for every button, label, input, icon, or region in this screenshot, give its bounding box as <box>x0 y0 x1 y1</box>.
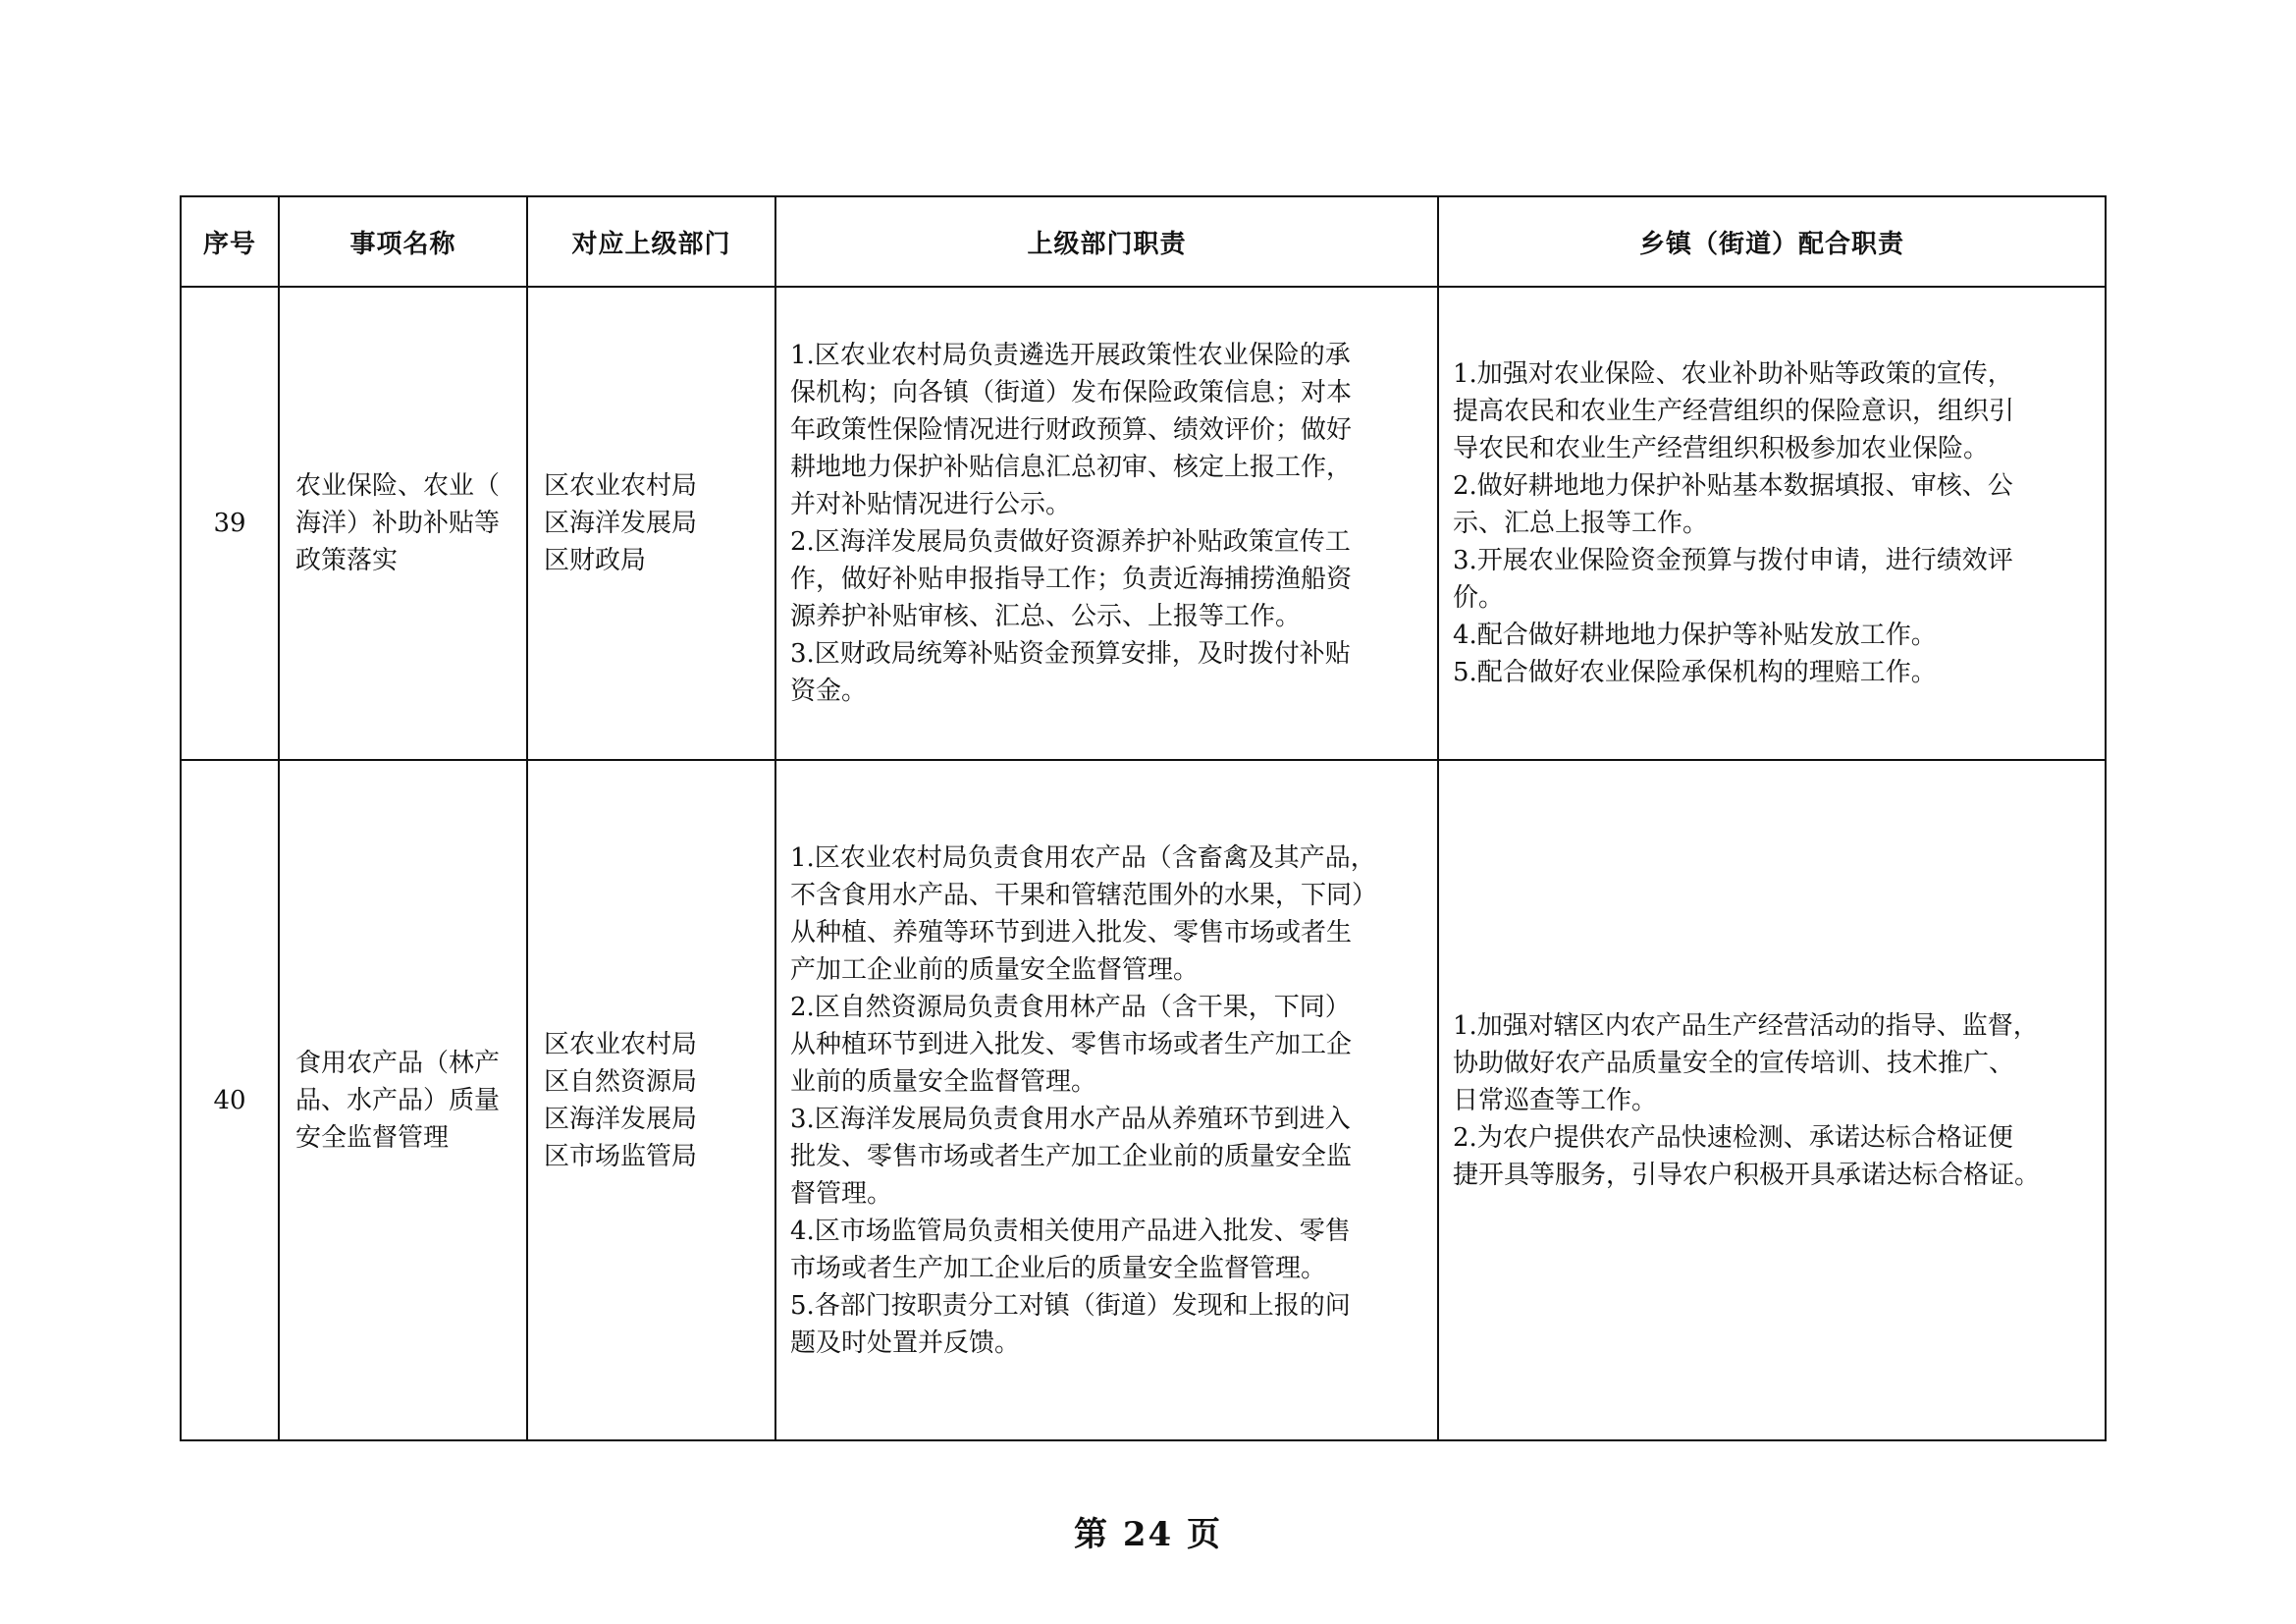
duty-line: 1.加强对农业保险、农业补助补贴等政策的宣传， <box>1453 359 2013 389</box>
duty-line: 2.区海洋发展局负责做好资源养护补贴政策宣传工 <box>790 527 1351 557</box>
duty-line: 产加工企业前的质量安全监督管理。 <box>790 954 1200 985</box>
department-name: 区市场监管局 <box>544 1141 698 1171</box>
duty-line: 3.开展农业保险资金预算与拨付申请，进行绩效评 <box>1453 546 2013 575</box>
department-name: 区农业农村局 <box>544 471 698 501</box>
header-town-duties: 乡镇（街道）配合职责 <box>1438 196 2106 287</box>
duty-line: 不含食用水产品、干果和管辖范围外的水果，下同） <box>790 880 1378 910</box>
duty-line: 题及时处置并反馈。 <box>790 1327 1021 1358</box>
duty-line: 日常巡查等工作。 <box>1453 1085 1658 1115</box>
duty-line: 作，做好补贴申报指导工作；负责近海捕捞渔船资 <box>790 565 1353 594</box>
duty-line: 源养护补贴审核、汇总、公示、上报等工作。 <box>790 602 1302 631</box>
duty-line: 年政策性保险情况进行财政预算、绩效评价；做好 <box>790 415 1353 445</box>
item-name-line: 政策落实 <box>295 546 399 575</box>
duty-line: 协助做好农产品质量安全的宣传培训、技术推广、 <box>1453 1048 2015 1078</box>
duty-line: 1.加强对辖区内农产品生产经营活动的指导、监督， <box>1453 1010 2039 1041</box>
header-upper-duties: 上级部门职责 <box>775 196 1438 287</box>
duty-line: 4.区市场监管局负责相关使用产品进入批发、零售 <box>790 1216 1351 1246</box>
header-item-name: 事项名称 <box>279 196 527 287</box>
duty-line: 耕地地力保护补贴信息汇总初审、核定上报工作， <box>790 453 1353 482</box>
item-name-line: 食用农产品（林产 <box>295 1048 501 1078</box>
duty-line: 督管理。 <box>790 1178 893 1209</box>
duty-line: 从种植环节到进入批发、零售市场或者生产加工企 <box>790 1029 1353 1059</box>
duty-line: 保机构；向各镇（街道）发布保险政策信息；对本 <box>790 378 1353 407</box>
duty-line: 市场或者生产加工企业后的质量安全监督管理。 <box>790 1253 1327 1283</box>
table-row <box>181 760 2106 1440</box>
item-name-line: 农业保险、农业（ <box>295 471 501 501</box>
duty-line: 3.区海洋发展局负责食用水产品从养殖环节到进入 <box>790 1104 1351 1134</box>
row-number: 39 <box>181 287 279 760</box>
department-name: 区财政局 <box>544 546 647 575</box>
duties-table <box>180 195 2107 1441</box>
department-name: 区海洋发展局 <box>544 509 698 538</box>
duty-line: 业前的质量安全监督管理。 <box>790 1066 1097 1097</box>
department-name: 区农业农村局 <box>544 1029 698 1059</box>
item-name-line: 品、水产品）质量 <box>295 1085 501 1115</box>
duty-line: 批发、零售市场或者生产加工企业前的质量安全监 <box>790 1141 1353 1171</box>
duty-line: 1.区农业农村局负责遴选开展政策性农业保险的承 <box>790 341 1351 370</box>
item-name-line: 安全监督管理 <box>295 1122 450 1153</box>
town-duties <box>1438 287 2106 760</box>
upper-duties <box>775 760 1438 1440</box>
table-header-row <box>181 196 2106 287</box>
duty-line: 捷开具等服务，引导农户积极开具承诺达标合格证。 <box>1453 1160 2041 1190</box>
department-name: 区海洋发展局 <box>544 1104 698 1134</box>
duty-line: 2.区自然资源局负责食用林产品（含干果，下同） <box>790 992 1351 1022</box>
duty-line: 提高农民和农业生产经营组织的保险意识，组织引 <box>1453 397 2015 426</box>
upper-departments <box>527 760 775 1440</box>
town-duties <box>1438 760 2106 1440</box>
header-upper-dept: 对应上级部门 <box>527 196 775 287</box>
page-number: 第 24 页 <box>1074 1515 1222 1554</box>
row-number: 40 <box>181 760 279 1440</box>
duty-line: 5.配合做好农业保险承保机构的理赔工作。 <box>1453 658 1937 687</box>
duty-line: 并对补贴情况进行公示。 <box>790 490 1072 519</box>
upper-duties <box>775 287 1438 760</box>
duty-line: 5.各部门按职责分工对镇（街道）发现和上报的问 <box>790 1290 1351 1321</box>
item-name-line: 海洋）补助补贴等 <box>295 509 501 538</box>
item-name <box>279 760 527 1440</box>
duty-line: 导农民和农业生产经营组织积极参加农业保险。 <box>1453 434 1990 463</box>
duty-line: 资金。 <box>790 677 868 706</box>
table-row <box>181 287 2106 760</box>
duty-line: 2.做好耕地地力保护补贴基本数据填报、审核、公 <box>1453 471 2013 501</box>
department-name: 区自然资源局 <box>544 1066 698 1097</box>
item-name <box>279 287 527 760</box>
header-no: 序号 <box>181 196 279 287</box>
upper-departments <box>527 287 775 760</box>
duty-line: 从种植、养殖等环节到进入批发、零售市场或者生 <box>790 917 1353 947</box>
duty-line: 1.区农业农村局负责食用农产品（含畜禽及其产品， <box>790 842 1376 873</box>
duty-line: 4.配合做好耕地地力保护等补贴发放工作。 <box>1453 621 1937 650</box>
duty-line: 2.为农户提供农产品快速检测、承诺达标合格证便 <box>1453 1122 2013 1153</box>
duty-line: 3.区财政局统筹补贴资金预算安排，及时拨付补贴 <box>790 639 1351 669</box>
duty-line: 价。 <box>1453 583 1505 613</box>
duty-line: 示、汇总上报等工作。 <box>1453 509 1709 538</box>
